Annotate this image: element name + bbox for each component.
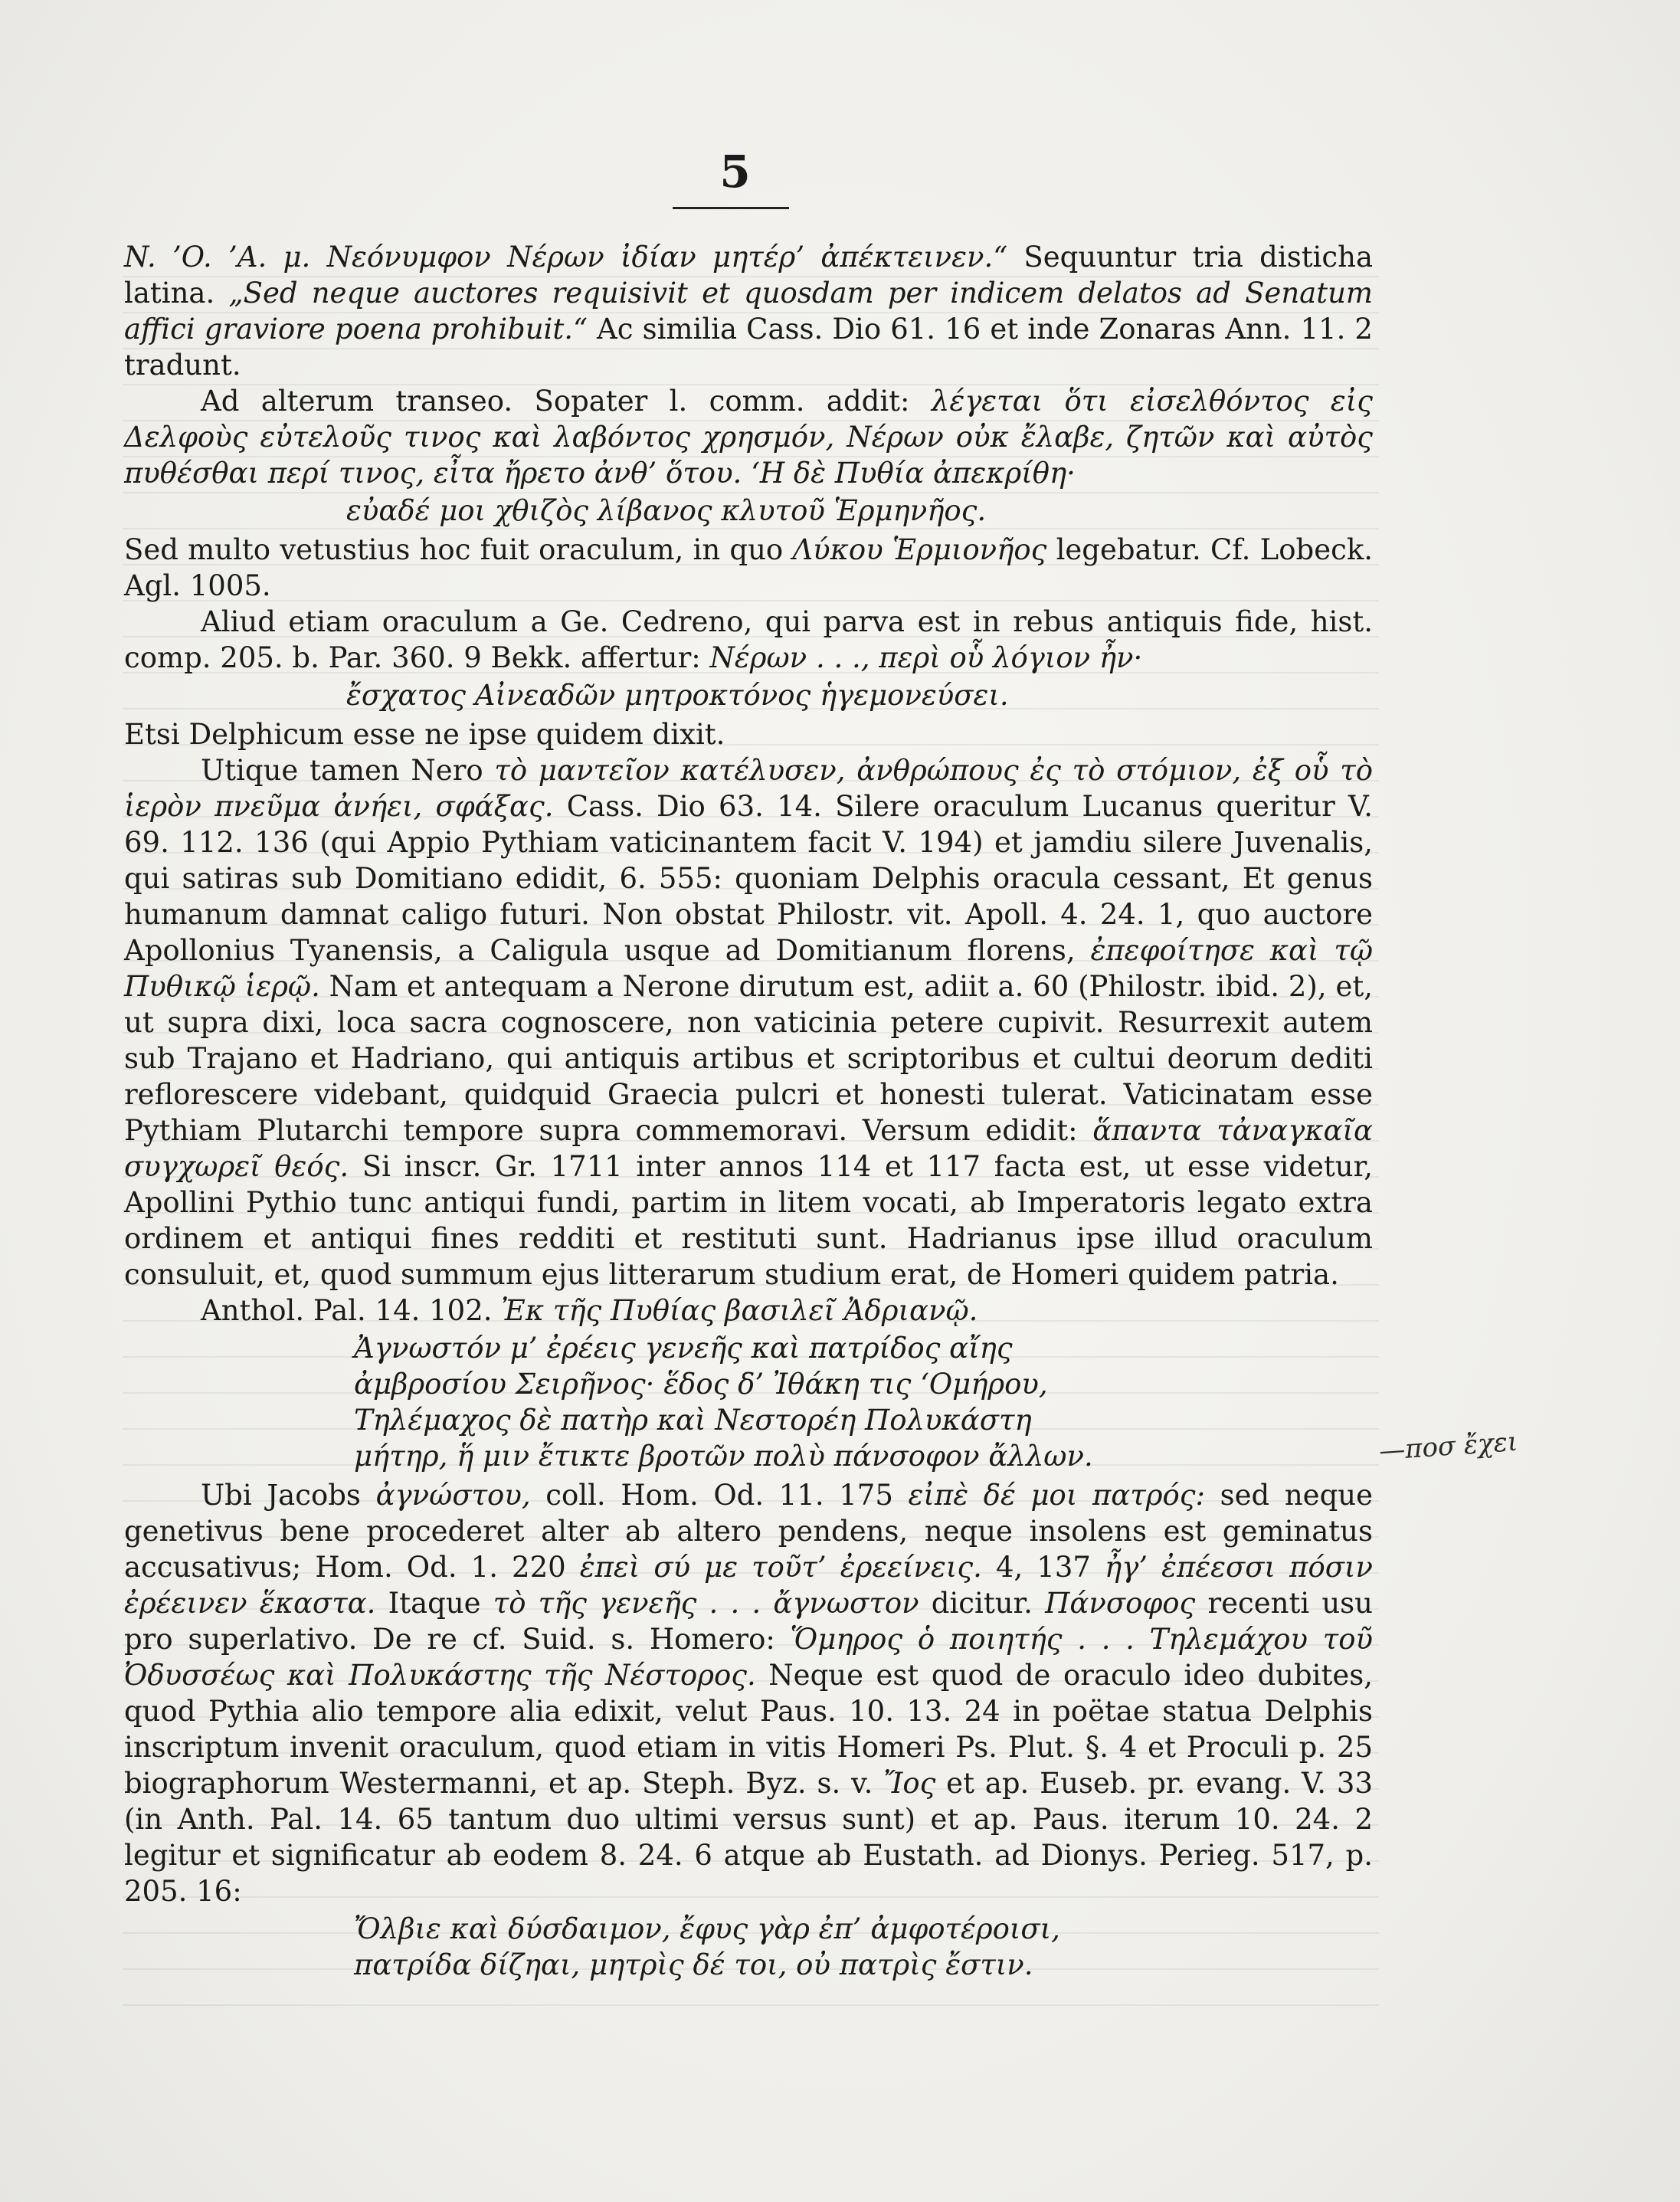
latin-text: 4, 137 bbox=[981, 1551, 1105, 1584]
latin-text: Sequuntur tria disticha latina. bbox=[124, 241, 1374, 310]
greek-quote: Ἴος bbox=[883, 1767, 936, 1800]
latin-text: Ubi Jacobs bbox=[201, 1479, 376, 1512]
latin-text: coll. Hom. Od. 11. 175 bbox=[530, 1479, 909, 1512]
greek-quote: Ὅμηρος ὁ ποιητής . . . Τηλεμάχου τοῦ Ὀδυσσέως καὶ Πολυκάστης τῆς Νέστορος. bbox=[124, 1623, 1373, 1692]
paragraph-7 bbox=[124, 1293, 1373, 1329]
paragraph-8 bbox=[124, 1477, 1373, 1909]
latin-text: recenti usu pro superlativo. De re cf. Suid. s. Homero: bbox=[124, 1587, 1373, 1656]
greek-quote: ἀγνώστου, bbox=[375, 1479, 531, 1512]
greek-quote: Ἐκ τῆς Πυθίας βασιλεῖ Ἀδριανῷ. bbox=[501, 1294, 978, 1327]
paragraph-3 bbox=[124, 532, 1373, 604]
latin-text: legebatur. Cf. Lobeck. Agl. 1005. bbox=[124, 533, 1374, 602]
latin-text: Aliud etiam oraculum a Ge. Cedreno, qui parva est in rebus antiquis fide, hist. comp. 205. b. Par. 360. 9 Bekk. affertur: bbox=[124, 605, 1373, 674]
verse-line: πατρίδα δίζηαι, μητρὶς δέ τοι, οὐ πατρὶς ἔστιν. bbox=[354, 1948, 1033, 1981]
latin-text: Itaque bbox=[375, 1587, 493, 1620]
greek-quote: ἅπαντα τἀναγκαῖα συγχωρεῖ θεός. bbox=[124, 1114, 1373, 1183]
verse-line: εὐαδέ μοι χθιζὸς λίβανος κλυτοῦ Ἑρμηνῆος. bbox=[346, 494, 987, 527]
verse-2 bbox=[124, 677, 1373, 713]
paragraph-1 bbox=[124, 239, 1373, 383]
greek-quote: N. ’O. ’A. μ. Νεόνυμφον Νέρων ἰδίαν μητέρ’ ἀπέκτεινεν.“ bbox=[124, 241, 1008, 274]
body-text bbox=[124, 239, 1373, 1986]
latin-text: Si inscr. Gr. 1711 inter annos 114 et 117 facta est, ut esse videtur, Apollini Pythio tunc antiqui fundi, partim in litem vocati, ab Imperatoris legato extra ordinem et antiqui fines redditi et restituti sunt. Hadrianus ipse illud oraculum consuluit, et, quod summum ejus litterarum studium erat, de Homeri quidem patria. bbox=[124, 1150, 1373, 1291]
latin-text: Ac similia Cass. Dio 61. 16 et inde Zonaras Ann. 11. 2 tradunt. bbox=[124, 313, 1373, 382]
page-number: 5 bbox=[719, 146, 752, 198]
latin-text: et ap. Euseb. pr. evang. V. 33 (in Anth. Pal. 14. 65 tantum duo ultimi versus sunt) et ap. Paus. iterum 10. 24. 2 legitur et significatur ab eodem 8. 24. 6 atque ab Eustath. ad Dionys. Perieg. 517, p. 205. 16: bbox=[124, 1767, 1373, 1908]
paragraph-6 bbox=[124, 752, 1373, 1293]
latin-text: Anthol. Pal. 14. 102. bbox=[201, 1294, 502, 1327]
greek-quote: ἦγ’ ἐπέεσσι πόσιν ἐρέεινεν ἕκαστα. bbox=[124, 1551, 1373, 1620]
verse-line: Ἀγνωστόν μ’ ἐρέεις γενεῆς καὶ πατρίδος αἴης bbox=[354, 1332, 1013, 1365]
greek-quote: τὸ μαντεῖον κατέλυσεν, ἀνθρώπους ἐς τὸ στόμιον, ἐξ οὗ τὸ ἱερὸν πνεῦμα ἀνήει, σφάξας. bbox=[124, 754, 1373, 823]
greek-quote: λέγεται ὅτι εἰσελθόντος εἰς Δελφοὺς εὐτελοῦς τινος καὶ λαβόντος χρησμόν, Νέρων οὐκ ἔλαβε, ζητῶν καὶ αὐτὸς πυθέσθαι περί τινος, εἶτα ἤρετο ἀνθ’ ὅτου. ‘Η δὲ Πυθία ἀπεκρίθη· bbox=[124, 385, 1373, 490]
greek-quote: εἰπὲ δέ μοι πατρός: bbox=[908, 1479, 1205, 1512]
verse-line: Τηλέμαχος δὲ πατὴρ καὶ Νεστορέη Πολυκάστη bbox=[354, 1404, 1032, 1437]
latin-text: dicitur. bbox=[919, 1587, 1046, 1620]
greek-quote: ἐπεφοίτησε καὶ τῷ Πυθικῷ ἱερῷ. bbox=[124, 934, 1373, 1003]
latin-text: Neque est quod de oraculo ideo dubites, quod Pythia alio tempore alia edixit, velut Paus. 10. 13. 24 in poëtae statua Delphis inscriptum invenit oraculum, quod etiam in vitis Homeri Ps. Plut. §. 4 et Proculi p. 25 biographorum Westermanni, et ap. Steph. Byz. s. v. bbox=[124, 1659, 1373, 1800]
greek-quote: Λύκου Ἑρμιονῆος bbox=[792, 533, 1047, 566]
latin-text: Utique tamen Nero bbox=[201, 754, 495, 787]
latin-text: Ad alterum transeo. Sopater l. comm. addit: bbox=[201, 385, 932, 418]
paragraph-5: Etsi Delphicum esse ne ipse quidem dixit. bbox=[124, 718, 725, 751]
verse-1 bbox=[124, 493, 1373, 529]
greek-quote: Νέρων . . ., περὶ οὗ λόγιον ἦν· bbox=[709, 641, 1143, 674]
handwritten-margin-note: —ποσ ἔχει bbox=[1377, 1426, 1519, 1467]
paragraph-4 bbox=[124, 604, 1373, 676]
verse-3 bbox=[124, 1330, 1373, 1474]
greek-quote: ἐπεὶ σύ με τοῦτ’ ἐρεείνεις. bbox=[579, 1551, 982, 1584]
latin-text: sed neque genetivus bene procederet alter ab altero pendens, neque insolens est geminatus accusativus; Hom. Od. 1. 220 bbox=[124, 1479, 1373, 1584]
greek-quote: Πάνσοφος bbox=[1045, 1587, 1196, 1620]
verse-line: Ὄλβιε καὶ δύσδαιμον, ἔφυς γὰρ ἐπ’ ἀμφοτέροισι, bbox=[354, 1912, 1060, 1945]
verse-line: ἀμβροσίου Σειρῆνος· ἕδος δ’ Ἰθάκη τις ‘Ομήρου, bbox=[354, 1368, 1048, 1401]
verse-line: ἔσχατος Αἰνεαδῶν μητροκτόνος ἡγεμονεύσει. bbox=[346, 679, 1009, 712]
paragraph-2 bbox=[124, 383, 1373, 491]
verse-line: μήτηρ, ἥ μιν ἔτικτε βροτῶν πολὺ πάνσοφον ἄλλων. bbox=[354, 1440, 1093, 1473]
latin-text: Sed multo vetustius hoc fuit oraculum, in quo bbox=[124, 533, 793, 566]
latin-text: Nam et antequam a Nerone dirutum est, adiit a. 60 (Philostr. ibid. 2), et, ut supra dixi, loca sacra cognoscere, non vaticinia petere cupivit. Resurrexit autem sub Trajano et Hadriano, qui antiquis artibus et scriptoribus et cultui deorum dediti reflorescere videbant, quidquid Graecia pulcri et honesti tulerat. Vaticinatam esse Pythiam Plutarchi tempore supra commemoravi. Versum edidit: bbox=[124, 970, 1373, 1147]
page-number-rule bbox=[673, 207, 789, 209]
latin-quote: „Sed neque auctores requisivit et quosdam per indicem delatos ad Senatum affici graviore poena prohibuit.“ bbox=[124, 277, 1373, 346]
greek-quote: τὸ τῆς γενεῆς . . . ἄγνωστον bbox=[493, 1587, 919, 1620]
verse-4 bbox=[124, 1911, 1373, 1983]
latin-text: Cass. Dio 63. 14. Silere oraculum Lucanus queritur V. 69. 112. 136 (qui Appio Pythiam vaticinantem facit V. 194) et jamdiu silere Juvenalis, qui satiras sub Domitiano edidit, 6. 555: quoniam Delphis oracula cessant, Et genus humanum damnat caligo futuri. Non obstat Philostr. vit. Apoll. 4. 24. 1, quo auctore Apollonius Tyanensis, a Caligula usque ad Domitianum florens, bbox=[124, 790, 1374, 967]
